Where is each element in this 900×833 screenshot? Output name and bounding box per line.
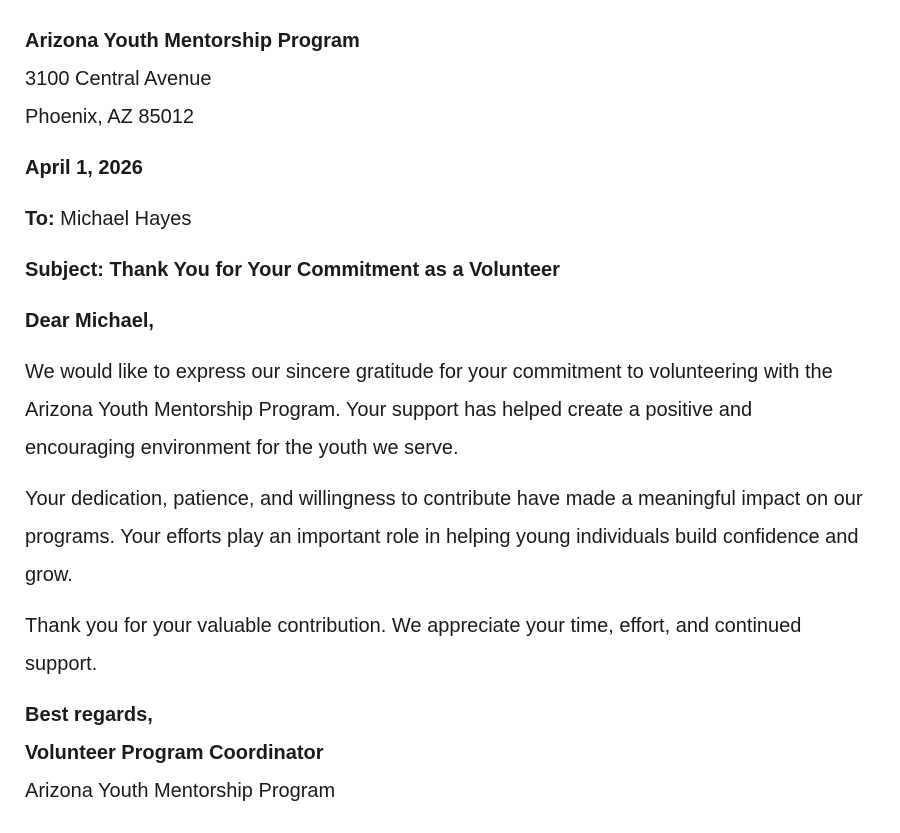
letter-date: April 1, 2026 — [25, 157, 143, 179]
recipient-line — [25, 200, 865, 238]
closing-organization: Arizona Youth Mentorship Program — [25, 780, 336, 802]
body-paragraph-3: Thank you for your valuable contribution. We appreciate your time, effort, and continued support. — [25, 615, 802, 675]
salutation: Dear Michael, — [25, 310, 154, 332]
closing-block — [25, 696, 865, 810]
recipient-name: Michael Hayes — [60, 208, 192, 230]
letterhead-organization: Arizona Youth Mentorship Program — [25, 30, 360, 52]
letterhead-city-state-zip: Phoenix, AZ 85012 — [25, 106, 195, 128]
letter-body — [25, 22, 865, 810]
closing-salutation: Best regards, — [25, 704, 153, 726]
recipient-label: To: — [25, 208, 55, 230]
letterhead — [25, 22, 865, 136]
body-paragraph-1: We would like to express our sincere gratitude for your commitment to volunteering with the Arizona Youth Mentorship Program. Your support has helped create a positive and encouraging environment for the youth we serve. — [25, 361, 833, 459]
closing-title: Volunteer Program Coordinator — [25, 742, 324, 764]
body-paragraph-2: Your dedication, patience, and willingness to contribute have made a meaningful impact on our programs. Your efforts play an important role in helping young individuals build confidence and grow. — [25, 488, 863, 586]
subject-line: Subject: Thank You for Your Commitment as a Volunteer — [25, 259, 560, 281]
letterhead-street: 3100 Central Avenue — [25, 68, 212, 90]
